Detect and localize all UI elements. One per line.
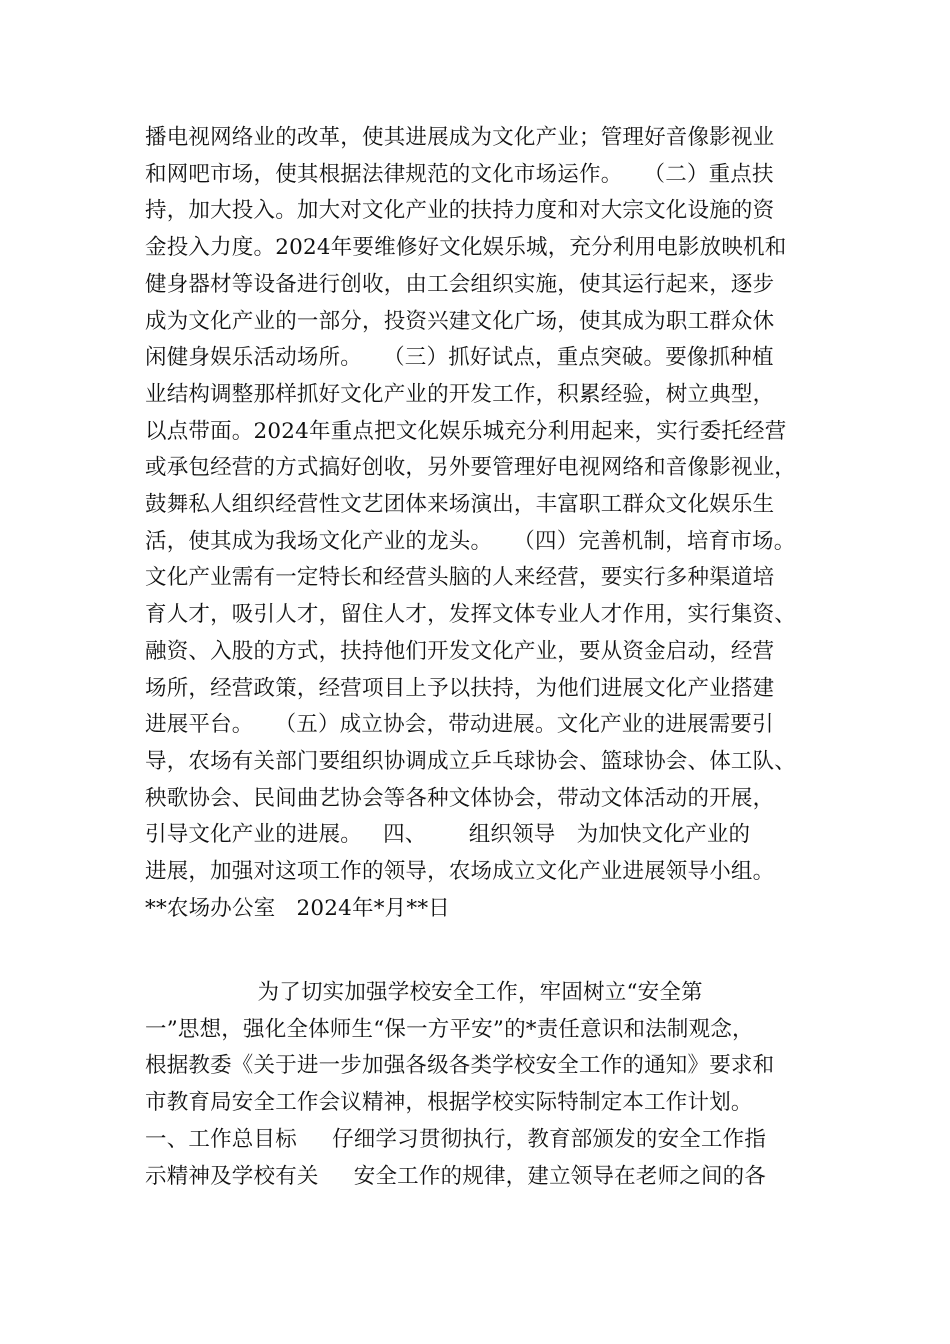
text-line: 引导文化产业的进展。 四、 组织领导 为加快文化产业的 [145,822,751,848]
text-line: 健身器材等设备进行创收，由工会组织实施，使其运行起来，逐步 [145,271,775,297]
text-line: 活，使其成为我场文化产业的龙头。 （四）完善机制，培育市场。 [145,528,796,554]
text-line: 导，农场有关部门要组织协调成立乒乓球协会、篮球协会、体工队、 [145,748,797,774]
text-line: 播电视网络业的改革，使其进展成为文化产业；管理好音像影视业 [145,125,775,150]
text-line: 一”思想，强化全体师生“保一方平安”的*责任意识和法制观念， [145,1016,754,1042]
text-line: 鼓舞私人组织经营性文艺团体来场演出，丰富职工群众文化娱乐生 [145,492,775,517]
text-line: 进展平台。 （五）成立协会，带动进展。文化产业的进展需要引 [145,712,774,738]
text-line: 以点带面。2024年重点把文化娱乐城充分利用起来，实行委托经营 [145,418,787,444]
text-line: 为了切实加强学校安全工作，牢固树立“安全第 [145,980,703,1005]
text-line: 或承包经营的方式搞好创收，另外要管理好电视网络和音像影视业， [145,455,797,481]
text-line: 和网吧市场，使其根据法律规范的文化市场运作。 （二）重点扶 [145,161,774,187]
text-line: 文化产业需有一定特长和经营头脑的人来经营，要实行多种渠道培 [145,565,775,591]
text-line: 进展，加强对这项工作的领导，农场成立文化产业进展领导小组。 [145,859,775,884]
text-line: 市教育局安全工作会议精神，根据学校实际特制定本工作计划。 [145,1090,753,1116]
text-line: 场所，经营政策，经营项目上予以扶持，为他们进展文化产业搭建 [145,675,775,701]
text-line: 闲健身娱乐活动场所。 （三）抓好试点，重点突破。要像抓种植 [145,345,774,371]
text-line: 金投入力度。2024年要维修好文化娱乐城，充分利用电影放映机和 [145,235,787,261]
text-line: 成为文化产业的一部分，投资兴建文化广场，使其成为职工群众休 [145,308,775,334]
text-line: 育人才，吸引人才，留住人才，发挥文体专业人才作用，实行集资、 [145,602,797,628]
text-line: **农场办公室 2024年*月**日 [145,895,450,921]
text-line: 一、工作总目标 仔细学习贯彻执行，教育部颁发的安全工作指 [145,1126,767,1152]
text-line: 业结构调整那样抓好文化产业的开发工作，积累经验，树立典型， [145,381,775,407]
text-line: 示精神及学校有关 安全工作的规律，建立领导在老师之间的各 [145,1163,767,1189]
text-line: 秧歌协会、民间曲艺协会等各种文体协会，带动文体活动的开展， [145,785,775,811]
text-line: 持，加大投入。加大对文化产业的扶持力度和对大宗文化设施的资 [145,198,775,224]
text-line: 根据教委《关于进一步加强各级各类学校安全工作的通知》要求和 [145,1053,775,1079]
text-line: 融资、入股的方式，扶持他们开发文化产业，要从资金启动，经营 [145,638,775,664]
